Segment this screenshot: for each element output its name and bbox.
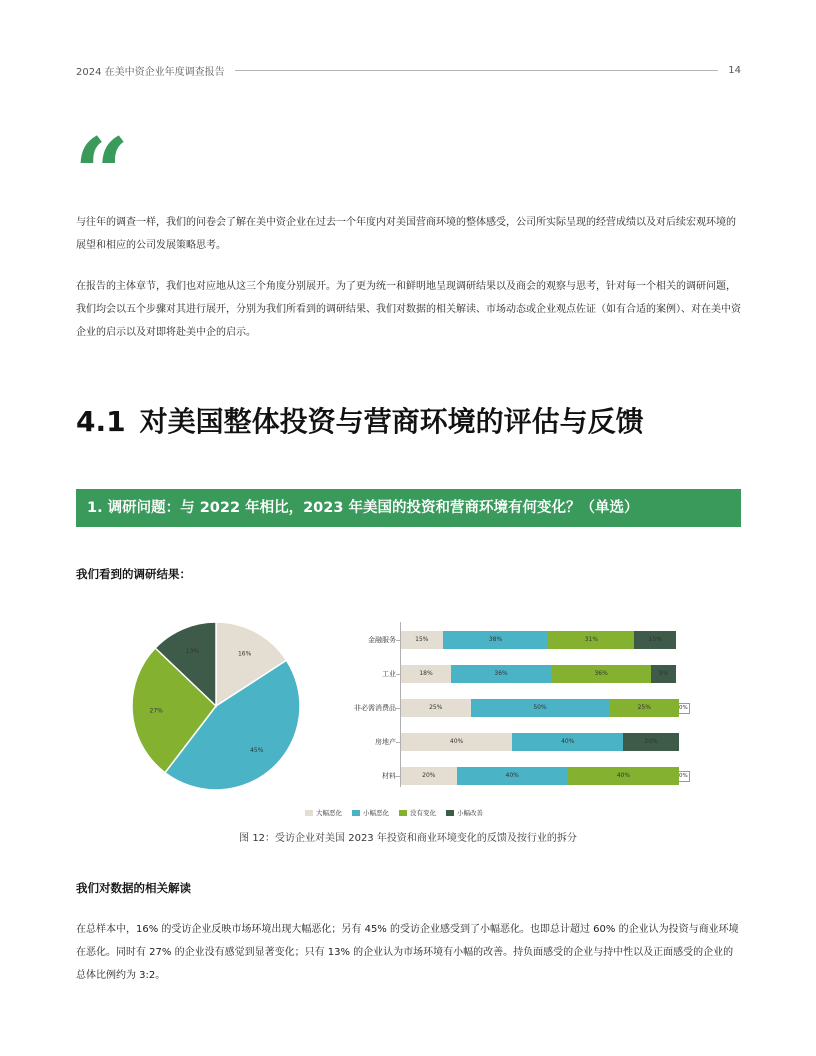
- bar-segment: [651, 665, 676, 683]
- legend-item: [446, 808, 483, 817]
- axis-tick: [396, 776, 400, 777]
- stacked-bar-chart: [330, 622, 690, 792]
- legend-label: 没有变化: [410, 809, 436, 817]
- page-header: [76, 62, 741, 78]
- legend-label: 大幅恶化: [316, 809, 342, 817]
- legend-label: 小幅恶化: [363, 809, 389, 817]
- section-number: 4.1: [76, 405, 126, 438]
- intro-paragraph-2: 在报告的主体章节，我们也对应地从这三个角度分别展开。为了更为统一和鲜明地呈现调研结果以及商会的观察与思考，针对每一个相关的调研问题，我们均会以五个步骤对其进行展开，分别为我们所看到的调研结果、我们对数据的相关解读、市场动态或企业观点佐证（如有合适的案例）、对在美中资企业的启示以及对即将赴美中企的启示。: [76, 281, 741, 338]
- legend-item: [305, 808, 342, 817]
- bar-track: [401, 665, 679, 683]
- bar-segment-label: 25%: [429, 704, 443, 711]
- interpretation-heading: 我们对数据的相关解读: [76, 881, 191, 895]
- bar-zero-label: 0%: [677, 703, 690, 714]
- bar-segment: [551, 665, 651, 683]
- results-heading: 我们看到的调研结果：: [76, 567, 191, 581]
- header-title: 2024 在美中资企业年度调查报告: [76, 66, 225, 78]
- legend-label: 小幅改善: [457, 809, 483, 817]
- axis-tick: [396, 742, 400, 743]
- bar-segment: [634, 631, 676, 649]
- bar-segment: [401, 699, 471, 717]
- question-banner: 1. 调研问题：与 2022 年相比，2023 年美国的投资和营商环境有何变化？（单选）: [76, 489, 741, 527]
- bar-segment-label: 15%: [648, 636, 662, 643]
- legend-swatch: [352, 810, 360, 816]
- bar-segment-label: 50%: [533, 704, 547, 711]
- bar-segment: [401, 767, 457, 785]
- bar-row: [330, 665, 690, 683]
- bar-segment-label: 38%: [488, 636, 503, 643]
- axis-tick: [396, 708, 400, 709]
- section-title-text: 对美国整体投资与营商环境的评估与反馈: [139, 405, 644, 438]
- section-title: [76, 400, 644, 440]
- bar-track: [401, 699, 679, 717]
- bar-segment-label: 36%: [494, 670, 508, 677]
- bar-track: [401, 631, 679, 649]
- intro-paragraph-1: 与往年的调查一样，我们的问卷会了解在美中资企业在过去一个年度内对美国营商环境的整体感受，公司所实际呈现的经营成绩以及对后续宏观环境的展望和相应的公司发展策略思考。: [76, 217, 736, 251]
- bar-segment-label: 20%: [644, 738, 658, 745]
- legend-swatch: [305, 810, 313, 816]
- bar-segment-label: 40%: [561, 738, 575, 745]
- pie-slice-label: 45%: [250, 747, 264, 755]
- bar-category-label: 金融服务: [368, 636, 396, 644]
- bar-segment-label: 31%: [584, 636, 599, 643]
- bar-row: [330, 767, 690, 785]
- bar-segment: [568, 767, 679, 785]
- pie-slice-label: 13%: [185, 647, 200, 655]
- axis-tick: [396, 640, 400, 641]
- header-divider: [235, 70, 719, 71]
- bar-segment-label: 9%: [658, 670, 669, 677]
- legend-item: [352, 808, 389, 817]
- bar-segment-label: 40%: [505, 772, 519, 779]
- legend-item: [399, 808, 436, 817]
- bar-segment-label: 25%: [637, 704, 651, 711]
- bar-category-label: 材料: [382, 772, 396, 780]
- bar-category-label: 房地产: [375, 738, 396, 746]
- quote-mark-icon: “: [74, 117, 130, 230]
- legend-swatch: [399, 810, 407, 816]
- chart-legend: [305, 808, 483, 817]
- bar-segment: [401, 665, 451, 683]
- interpretation-paragraph: 在总样本中，16% 的受访企业反映市场环境出现大幅恶化；另有 45% 的受访企业感受到了小幅恶化。也即总计超过 60% 的企业认为投资与商业环境在恶化。同时有 27% 的企业没有感觉到显著变化；只有 13% 的企业认为市场环境有小幅的改善。持负面感受的企业与持中性以及正面感受的企业的总体比例约为 3:2。: [76, 924, 739, 981]
- pie-slice-label: 16%: [237, 650, 252, 658]
- bar-segment: [451, 665, 551, 683]
- bar-segment: [401, 631, 443, 649]
- bar-row: [330, 733, 690, 751]
- bar-segment: [610, 699, 680, 717]
- axis-tick: [396, 674, 400, 675]
- bar-segment: [548, 631, 634, 649]
- bar-row: [330, 631, 690, 649]
- figure-caption: 图 12：受访企业对美国 2023 年投资和商业环境变化的反馈及按行业的拆分: [239, 833, 577, 844]
- bar-segment-label: 40%: [616, 772, 631, 779]
- bar-segment-label: 20%: [422, 772, 436, 779]
- bar-segment: [401, 733, 512, 751]
- bar-segment: [471, 699, 610, 717]
- bar-zero-label: 0%: [677, 771, 690, 782]
- bar-segment: [443, 631, 549, 649]
- legend-swatch: [446, 810, 454, 816]
- bar-segment: [457, 767, 568, 785]
- bar-segment-label: 18%: [419, 670, 433, 677]
- bar-row: [330, 699, 690, 717]
- pie-chart: [130, 620, 302, 792]
- bar-category-label: 工业: [382, 670, 396, 678]
- bar-segment-label: 40%: [449, 738, 464, 745]
- bar-segment: [623, 733, 679, 751]
- bar-segment-label: 15%: [415, 636, 429, 643]
- bar-segment-label: 36%: [594, 670, 608, 677]
- pie-slice-label: 27%: [149, 707, 163, 715]
- page-number: 14: [728, 64, 741, 76]
- bar-track: [401, 767, 679, 785]
- bar-track: [401, 733, 679, 751]
- bar-segment: [512, 733, 623, 751]
- bar-category-label: 非必需消费品: [354, 704, 396, 712]
